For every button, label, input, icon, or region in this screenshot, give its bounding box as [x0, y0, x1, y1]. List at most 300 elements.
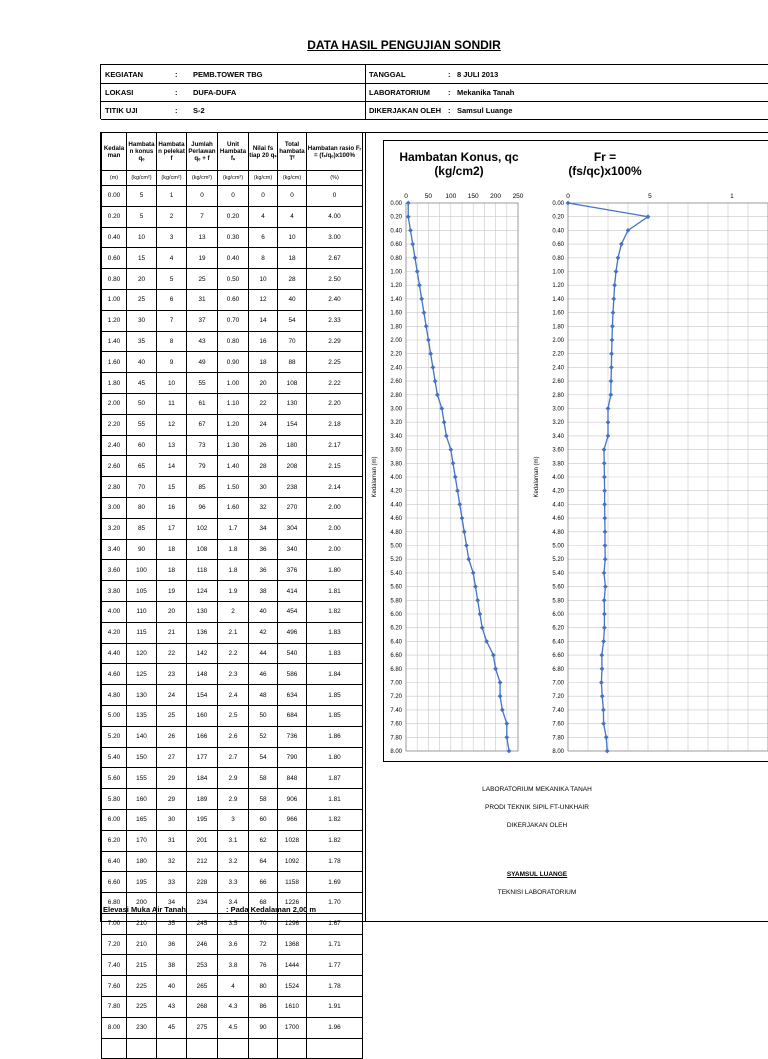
table-cell: 496	[278, 622, 307, 643]
y-tick-label: 2.80	[552, 392, 564, 399]
table-cell: 68	[249, 893, 278, 914]
data-point	[603, 557, 608, 562]
table-cell: 60	[249, 809, 278, 830]
table-cell: 246	[187, 934, 218, 955]
table-cell: 210	[127, 913, 157, 934]
y-tick-label: 5.40	[390, 570, 402, 577]
table-cell: 140	[127, 726, 157, 747]
sondir-table	[101, 132, 363, 1059]
table-cell: 1.40	[102, 331, 127, 352]
table-cell: 16	[157, 497, 187, 518]
chart2-title-line: Fr =	[593, 150, 617, 164]
colon: :	[448, 106, 451, 115]
table-cell: 3.40	[102, 539, 127, 560]
table-cell: 2.00	[102, 393, 127, 414]
y-tick-label: 5.00	[552, 543, 564, 550]
table-cell: 1.7	[218, 518, 249, 539]
table-cell: 4.20	[102, 622, 127, 643]
data-point	[500, 708, 505, 713]
y-tick-label: 7.20	[390, 694, 402, 701]
table-cell: 2.00	[307, 497, 363, 518]
table-row	[102, 331, 363, 352]
table-row	[102, 913, 363, 934]
y-tick-label: 5.80	[390, 598, 402, 605]
column-header: Kedala man	[102, 133, 127, 171]
table-row	[102, 601, 363, 622]
table-cell: 13	[187, 227, 218, 248]
table-cell: 2.40	[102, 435, 127, 456]
table-cell: 304	[278, 518, 307, 539]
table-cell: 0.80	[218, 331, 249, 352]
table-cell: 37	[187, 310, 218, 331]
table-cell: 5	[157, 269, 187, 290]
table-cell: 108	[187, 539, 218, 560]
data-point	[609, 365, 614, 370]
table-row	[102, 789, 363, 810]
data-point	[606, 420, 611, 425]
table-cell: 4.00	[307, 206, 363, 227]
table-cell: 36	[249, 539, 278, 560]
table-cell: 67	[187, 414, 218, 435]
data-point	[504, 721, 509, 726]
column-header: Hambata n pelekat f	[157, 133, 187, 171]
table-cell: 0.70	[218, 310, 249, 331]
data-point	[430, 365, 435, 370]
table-cell: 234	[187, 893, 218, 914]
y-tick-label: 5.60	[390, 584, 402, 591]
table-cell: 0.20	[218, 206, 249, 227]
table-cell: 5.60	[102, 768, 127, 789]
table-cell: 0.00	[102, 186, 127, 207]
y-tick-label: 1.00	[552, 269, 564, 276]
table-cell: 79	[187, 456, 218, 477]
table-cell: 88	[278, 352, 307, 373]
y-tick-label: 5.20	[390, 557, 402, 564]
y-tick-label: 3.80	[390, 461, 402, 468]
oleh-label: DIKERJAKAN OLEH	[369, 106, 442, 115]
table-cell: 70	[249, 913, 278, 934]
data-point	[439, 406, 444, 411]
table-row	[102, 539, 363, 560]
y-tick-label: 4.80	[390, 529, 402, 536]
table-cell: 110	[127, 601, 157, 622]
table-cell: 25	[187, 269, 218, 290]
table-cell: 0.90	[218, 352, 249, 373]
table-cell: 2.14	[307, 477, 363, 498]
data-point	[602, 447, 607, 452]
table-cell: 49	[187, 352, 218, 373]
table-cell: 1.82	[307, 601, 363, 622]
unit-cell: (kg/cm²)	[157, 171, 187, 186]
table-cell: 65	[127, 456, 157, 477]
table-cell: 1.70	[307, 893, 363, 914]
table-cell: 906	[278, 789, 307, 810]
data-point	[608, 392, 613, 397]
table-cell: 2.2	[218, 643, 249, 664]
table-cell: 1.71	[307, 934, 363, 955]
table-cell: 1.8	[218, 560, 249, 581]
table-cell	[127, 1038, 157, 1059]
table-cell: 24	[249, 414, 278, 435]
data-point	[417, 283, 422, 288]
unit-cell: (%)	[307, 171, 363, 186]
table-cell: 32	[249, 497, 278, 518]
y-tick-label: 5.00	[390, 543, 402, 550]
table-cell: 540	[278, 643, 307, 664]
y-tick-label: 7.60	[552, 721, 564, 728]
table-cell: 54	[249, 747, 278, 768]
data-point	[457, 502, 462, 507]
table-cell: 40	[127, 352, 157, 373]
table-cell: 40	[278, 289, 307, 310]
table-cell: 15	[127, 248, 157, 269]
chart1-title	[388, 150, 530, 178]
table-cell	[307, 1038, 363, 1059]
table-cell: 454	[278, 601, 307, 622]
y-tick-label: 7.40	[552, 707, 564, 714]
table-cell: 4	[218, 976, 249, 997]
table-cell: 4.00	[102, 601, 127, 622]
table-cell: 10	[249, 269, 278, 290]
table-cell: 48	[249, 685, 278, 706]
table-cell: 1.85	[307, 685, 363, 706]
y-tick-label: 3.00	[390, 406, 402, 413]
table-cell: 13	[157, 435, 187, 456]
table-row-empty	[102, 1038, 363, 1059]
table-cell: 684	[278, 705, 307, 726]
table-cell: 2.25	[307, 352, 363, 373]
table-cell: 76	[249, 955, 278, 976]
table-cell: 0	[187, 186, 218, 207]
table-cell: 25	[127, 289, 157, 310]
table-cell: 0.40	[102, 227, 127, 248]
table-cell: 33	[157, 872, 187, 893]
table-cell: 18	[157, 539, 187, 560]
x-tick-label: 5	[648, 193, 652, 200]
y-tick-label: 2.00	[552, 338, 564, 344]
table-cell: 1.87	[307, 768, 363, 789]
table-cell: 20	[249, 373, 278, 394]
data-point	[603, 543, 608, 548]
table-cell: 22	[249, 393, 278, 414]
table-cell: 12	[157, 414, 187, 435]
x-tick-label: 1	[730, 193, 734, 200]
table-cell: 165	[127, 809, 157, 830]
table-cell: 736	[278, 726, 307, 747]
y-tick-label: 4.60	[552, 516, 564, 523]
lokasi-label: LOKASI	[105, 88, 134, 97]
table-cell: 31	[157, 830, 187, 851]
table-cell: 0	[249, 186, 278, 207]
table-cell: 634	[278, 685, 307, 706]
data-point	[601, 721, 606, 726]
data-point	[609, 351, 614, 356]
table-cell: 54	[278, 310, 307, 331]
table-cell: 1610	[278, 997, 307, 1018]
table-cell: 7.20	[102, 934, 127, 955]
table-cell: 215	[127, 955, 157, 976]
data-point	[424, 324, 429, 329]
data-point	[616, 255, 621, 260]
table-cell: 6.80	[102, 893, 127, 914]
table-cell: 32	[157, 851, 187, 872]
data-point	[602, 516, 607, 521]
table-row	[102, 872, 363, 893]
table-cell: 1.69	[307, 872, 363, 893]
table-cell: 7	[187, 206, 218, 227]
y-tick-label: 1.40	[552, 296, 564, 303]
table-cell: 118	[187, 560, 218, 581]
data-point	[609, 379, 614, 384]
y-tick-label: 3.60	[552, 447, 564, 454]
table-cell: 177	[187, 747, 218, 768]
table-cell: 2.33	[307, 310, 363, 331]
unit-cell: (kg/cm²)	[187, 171, 218, 186]
y-tick-label: 4.00	[390, 475, 402, 481]
y-tick-label: 2.60	[390, 379, 402, 386]
table-cell: 6.60	[102, 872, 127, 893]
x-tick-label: 250	[512, 193, 524, 200]
table-cell: 1296	[278, 913, 307, 934]
table-cell: 154	[278, 414, 307, 435]
table-cell: 1.80	[307, 747, 363, 768]
y-tick-label: 6.60	[552, 653, 564, 660]
column-header: Hambatan rasio Fᵣ = (fₛ/qₑ)x100%	[307, 133, 363, 171]
table-cell: 0	[218, 186, 249, 207]
table-row	[102, 726, 363, 747]
y-tick-label: 0.80	[390, 255, 402, 262]
table-cell: 7.00	[102, 913, 127, 934]
table-cell: 4	[157, 248, 187, 269]
table-cell: 1.81	[307, 789, 363, 810]
table-cell: 0.40	[218, 248, 249, 269]
tanggal-label: TANGGAL	[369, 70, 406, 79]
data-point	[406, 201, 411, 206]
chart1-title-line: (kg/cm2)	[434, 164, 484, 178]
data-point	[602, 475, 607, 480]
table-cell: 210	[127, 934, 157, 955]
table-cell: 1.60	[102, 352, 127, 373]
table-row	[102, 393, 363, 414]
table-cell: 1.78	[307, 851, 363, 872]
table-cell: 2.6	[218, 726, 249, 747]
table-cell: 17	[157, 518, 187, 539]
y-axis-label: Kedalaman (m)	[534, 456, 540, 498]
table-cell: 1444	[278, 955, 307, 976]
table-cell: 1028	[278, 830, 307, 851]
table-cell: 208	[278, 456, 307, 477]
data-point	[493, 666, 498, 671]
table-cell: 18	[249, 352, 278, 373]
table-cell: 3.3	[218, 872, 249, 893]
table-cell: 45	[157, 1017, 187, 1038]
y-tick-label: 3.40	[552, 433, 564, 440]
table-row	[102, 747, 363, 768]
table-cell: 58	[249, 789, 278, 810]
kegiatan-value: PEMB.TOWER TBG	[193, 70, 263, 79]
table-cell: 50	[127, 393, 157, 414]
table-cell: 2.00	[307, 518, 363, 539]
data-point	[408, 228, 413, 233]
table-cell: 80	[249, 976, 278, 997]
table-cell: 31	[187, 289, 218, 310]
table-unit-row	[102, 171, 363, 186]
table-cell: 1.82	[307, 809, 363, 830]
y-tick-label: 2.20	[552, 351, 564, 358]
table-cell: 160	[127, 789, 157, 810]
data-point	[599, 653, 604, 658]
table-cell: 125	[127, 664, 157, 685]
table-cell: 5.80	[102, 789, 127, 810]
table-cell: 8	[157, 331, 187, 352]
data-point	[603, 584, 608, 589]
table-cell: 154	[187, 685, 218, 706]
table-row	[102, 352, 363, 373]
table-cell: 7.80	[102, 997, 127, 1018]
table-cell: 2.20	[102, 414, 127, 435]
table-cell: 6.20	[102, 830, 127, 851]
y-tick-label: 5.60	[552, 584, 564, 591]
y-tick-label: 5.80	[552, 598, 564, 605]
table-cell: 35	[127, 331, 157, 352]
colon: :	[448, 88, 451, 97]
y-tick-label: 1.80	[552, 324, 564, 331]
data-point	[610, 324, 615, 329]
table-cell: 3	[218, 809, 249, 830]
data-point	[413, 255, 418, 260]
table-cell: 3.00	[307, 227, 363, 248]
table-cell: 8.00	[102, 1017, 127, 1038]
table-cell: 3.00	[102, 497, 127, 518]
table-cell: 70	[278, 331, 307, 352]
table-cell: 24	[157, 685, 187, 706]
table-cell: 6.40	[102, 851, 127, 872]
y-tick-label: 4.20	[390, 488, 402, 495]
y-tick-label: 6.80	[390, 666, 402, 673]
table-cell: 1.9	[218, 581, 249, 602]
table-cell: 170	[127, 830, 157, 851]
data-point	[473, 584, 478, 589]
data-point	[602, 598, 607, 603]
table-cell: 90	[127, 539, 157, 560]
unit-cell: (kg/cm²)	[218, 171, 249, 186]
data-point	[602, 461, 607, 466]
table-cell: 1.86	[307, 726, 363, 747]
table-cell: 230	[127, 1017, 157, 1038]
data-point	[600, 694, 605, 699]
table-cell: 38	[249, 581, 278, 602]
table-cell: 1.81	[307, 581, 363, 602]
table-row	[102, 456, 363, 477]
table-cell: 124	[187, 581, 218, 602]
table-cell: 4.40	[102, 643, 127, 664]
table-row	[102, 248, 363, 269]
table-cell: 4.5	[218, 1017, 249, 1038]
table-cell: 10	[157, 373, 187, 394]
y-tick-label: 0.40	[552, 228, 564, 235]
table-cell: 45	[127, 373, 157, 394]
y-tick-label: 7.60	[390, 721, 402, 728]
data-point	[422, 310, 427, 315]
x-tick-label: 50	[424, 193, 433, 200]
table-cell: 1.60	[218, 497, 249, 518]
table-cell: 34	[249, 518, 278, 539]
table-cell: 30	[249, 477, 278, 498]
footer-dikerjakan: DIKERJAKAN OLEH	[506, 822, 568, 829]
data-point	[601, 708, 606, 713]
table-row	[102, 643, 363, 664]
data-point	[435, 392, 440, 397]
table-cell	[187, 1038, 218, 1059]
table-cell: 2.67	[307, 248, 363, 269]
table-cell: 40	[157, 976, 187, 997]
table-cell: 253	[187, 955, 218, 976]
table-cell: 1.8	[218, 539, 249, 560]
table-cell: 275	[187, 1017, 218, 1038]
table-cell: 2.5	[218, 705, 249, 726]
table-cell: 61	[187, 393, 218, 414]
table-cell: 4.60	[102, 664, 127, 685]
chart1-title-line: Hambatan Konus, qc	[399, 150, 519, 164]
table-cell: 7.40	[102, 955, 127, 976]
table-cell: 1.20	[218, 414, 249, 435]
table-cell: 108	[278, 373, 307, 394]
table-cell: 4.3	[218, 997, 249, 1018]
table-cell: 1.50	[218, 477, 249, 498]
table-cell: 2.40	[307, 289, 363, 310]
data-point	[484, 639, 489, 644]
table-cell: 36	[249, 560, 278, 581]
data-point	[600, 666, 605, 671]
y-tick-label: 1.40	[390, 296, 402, 303]
table-cell: 1.78	[307, 976, 363, 997]
table-cell: 102	[187, 518, 218, 539]
table-cell: 3.5	[218, 913, 249, 934]
y-tick-label: 5.40	[552, 570, 564, 577]
y-tick-label: 4.00	[552, 475, 564, 481]
page-title: DATA HASIL PENGUJIAN SONDIR	[307, 38, 501, 52]
table-cell: 11	[157, 393, 187, 414]
table-cell: 1092	[278, 851, 307, 872]
table-cell: 0	[278, 186, 307, 207]
table-cell	[157, 1038, 187, 1059]
table-cell: 19	[187, 248, 218, 269]
table-cell: 1	[157, 186, 187, 207]
titik-value: S-2	[193, 106, 205, 115]
y-tick-label: 0.00	[552, 201, 564, 207]
data-point	[602, 571, 607, 576]
table-cell: 1.40	[218, 456, 249, 477]
data-point	[614, 269, 619, 274]
table-cell	[249, 1038, 278, 1059]
table-cell: 4	[249, 206, 278, 227]
table-cell: 5.20	[102, 726, 127, 747]
table-row	[102, 934, 363, 955]
table-cell: 64	[249, 851, 278, 872]
table-cell: 2.18	[307, 414, 363, 435]
table-cell: 5.40	[102, 747, 127, 768]
y-tick-label: 1.80	[390, 324, 402, 331]
table-cell: 6	[249, 227, 278, 248]
oleh-value: Samsul Luange	[457, 106, 513, 115]
table-row	[102, 830, 363, 851]
x-tick-label: 0	[566, 193, 570, 200]
y-tick-label: 6.00	[390, 612, 402, 618]
data-point	[601, 639, 606, 644]
table-cell: 85	[127, 518, 157, 539]
table-cell: 96	[187, 497, 218, 518]
table-row	[102, 373, 363, 394]
